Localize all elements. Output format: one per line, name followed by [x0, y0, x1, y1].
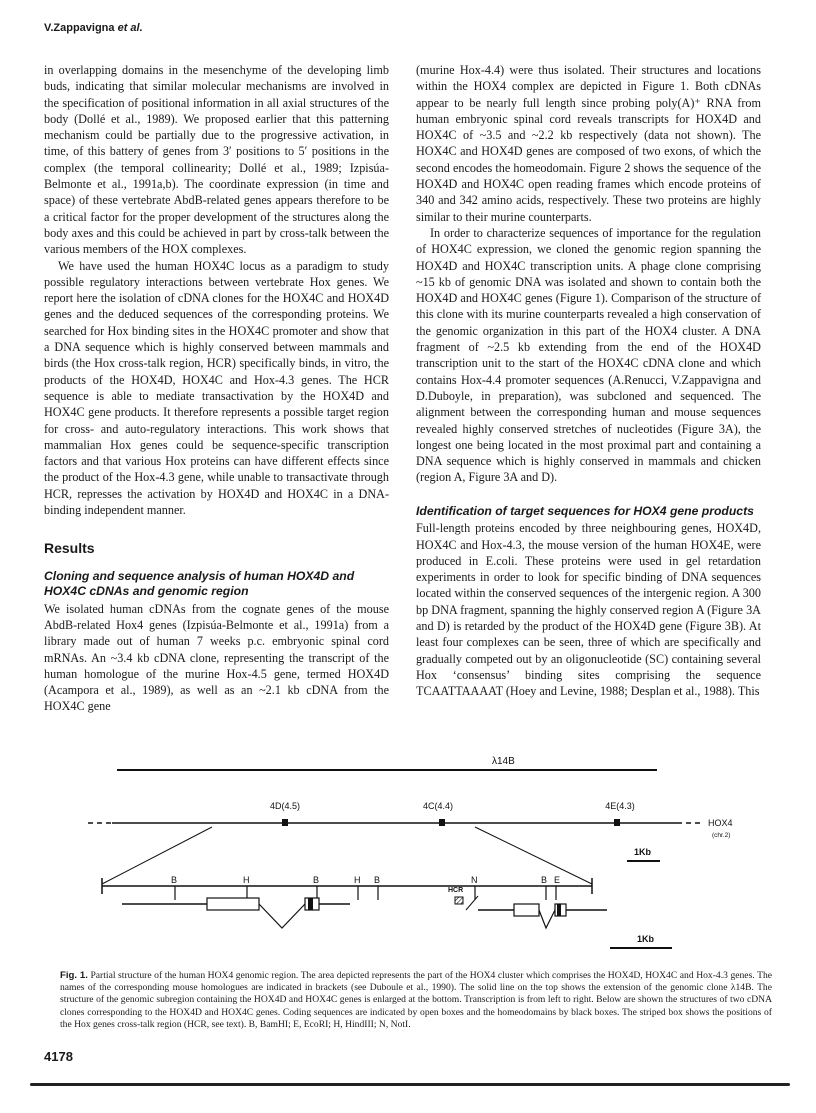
- site-label-e: E: [554, 875, 561, 885]
- scale-label-top: 1Kb: [634, 847, 652, 857]
- figure-1: [82, 756, 792, 966]
- site-label-h2: H: [354, 875, 361, 885]
- gene-marker-4c: [439, 819, 445, 826]
- running-head-etal: et al.: [117, 22, 143, 34]
- gene-label-4e: 4E(4.3): [605, 801, 635, 811]
- running-head-author: V.Zappavigna: [44, 22, 115, 34]
- hox4c-intron: [539, 910, 555, 928]
- gene-label-4c: 4C(4.4): [422, 801, 454, 811]
- hox4d-homeodomain: [308, 898, 313, 910]
- hox4d-intron: [259, 904, 305, 928]
- site-label-h1: H: [243, 875, 250, 885]
- page-number: 4178: [44, 1049, 73, 1064]
- hox4d-exon1-box: [207, 898, 259, 910]
- cluster-label: HOX4: [708, 818, 733, 828]
- site-label-n: N: [471, 875, 478, 885]
- site-label-b3: B: [374, 875, 381, 885]
- right-paragraph-2: In order to characterize sequences of importance for the regulation of HOX4C expression, we cloned the genomic region spanning the HOX4D and HOX4C transcription units. A phage clone comprising ~15 kb of genomic DNA was isolated and shown to contain both the HOX4D and HOX4C genes (Figure 1). Comparison of the structure of this clone with its murine counterparts revealed a high conservation of the genomic organization in this part of the HOX4 cluster. A DNA fragment of ~2.5 kb extending from the end of the HOX4D transcription unit to the start of the HOX4C cDNA clone and which contains Hox-4.4 promoter sequences (A.Renucci, V.Zappavigna and D.Duboyle, in preparation), was subcloned and sequenced. The alignment between the corresponding human and mouse sequences revealed highly conserved stretches of nucleotides (Figure 3A), the longest one being located in the most proximal part and containing a DNA sequence which is highly conserved in mammals and chicken (region A, Figure 3A and D).: [416, 225, 761, 485]
- figure-caption: [60, 970, 772, 1031]
- right-paragraph-3: Full-length proteins encoded by three neighbouring genes, HOX4D, HOX4C and Hox-4.3, the mouse version of the human HOX4E, were produced in E.coli. These proteins were used in gel retardation experiments in order to look for specific binding of DNA sequences located within the conserved sequences of the intergenic region. A 300 bp DNA fragment, spanning the highly conserved region A (Figure 3A and D) is retarded by the product of the HOX4D gene (Figure 3B). At least four complexes can be seen, three of which are specifically and gradually competed out by an oligonucleotide (SC) containing several Hox ‘consensus’ binding sites comprising the sequence TCAATTAAAAT (Hoey and Levine, 1988; Desplan et al., 1988). This: [416, 521, 761, 699]
- lambda-clone-label: λ14B: [492, 756, 515, 767]
- hox4-genomic-map: [82, 756, 792, 966]
- hcr-label: HCR: [448, 887, 464, 894]
- caption-text: Partial structure of the human HOX4 genomic region. The area depicted represents the part of the HOX4 cluster which comprises the HOX4D, HOX4C and Hox-4.3 genes. The names of the corresponding mouse homologues are indicated in brackets (see Duboule et al., 1990). The solid line on the top shows the extension of the genomic clone λ14B. The structure of the genomic subregion containing the HOX4D and HOX4C genes is enlarged at the bottom. Transcription is from left to right. Below are shown the structures of two cDNA clones corresponding to the HOX4D and HOX4C genes. Coding sequences are indicated by open boxes and the homeodomains by black boxes. The striped box shows the positions of the Hox genes cross-talk region (HCR, see text). B, BamHI; E, EcoRI; H, HindIII; N, NotI.: [60, 970, 773, 1030]
- caption-label: Fig. 1.: [60, 970, 88, 981]
- site-label-b1: B: [171, 875, 178, 885]
- left-column: [44, 62, 389, 715]
- scan-edge-rule: [30, 1083, 790, 1086]
- target-sequences-subheading: Identification of target sequences for HOX4 gene products: [416, 503, 754, 518]
- right-paragraph-1: (murine Hox-4.4) were thus isolated. Their structures and locations within the HOX4 complex are depicted in Figure 1. Both cDNAs appear to be nearly full length since probing poly(A)⁺ RNA from human embryonic spinal cord reveals transcripts for HOX4D and HOX4C of ~3.5 and ~2.2 kb respectively (data not shown). The HOX4C and HOX4D genes are composed of two exons, of which the second encodes the homeodomain. Figure 2 shows the sequence of the HOX4D and HOX4C open reading frames which encode proteins of 340 and 342 amino acids, respectively. These two proteins are highly similar to their murine counterparts.: [416, 63, 761, 224]
- running-head: [44, 22, 143, 34]
- right-column: [416, 62, 761, 699]
- hcr-box: [455, 897, 463, 904]
- hox4c-start-marker: [466, 896, 478, 910]
- gene-marker-4d: [282, 819, 288, 826]
- expansion-line-right: [475, 827, 592, 884]
- gene-marker-4e: [614, 819, 620, 826]
- left-paragraph-2: We have used the human HOX4C locus as a paradigm to study possible regulatory interactions between vertebrate Hox genes. We report here the isolation of cDNA clones for the HOX4C and HOX4D genes and the deduced sequences of the corresponding proteins. We searched for Hox binding sites in the HOX4C promoter and show that a DNA sequence which is highly conserved between mammals and birds (the Hox cross-talk region, HCR) specifically binds, in vitro, the products of the HOX4D, HOX4C and Hox-4.3 genes. The HCR sequence is able to mediate transactivation by the HOX4D and HOX4C gene products. It therefore represents a possible target region for cross- and auto-regulatory interactions. This work shows that mammalian Hox genes could be sequence-specific transcription factors and that various Hox proteins can have different effects since the product of the Hox-4.3 gene, while unable to transactivate through HCR, represses the activation by HOX4D and HOX4C in a DNA-binding independent manner.: [44, 258, 389, 518]
- left-paragraph-1: in overlapping domains in the mesenchyme of the developing limb buds, indicating that similar molecular mechanisms are involved in the specification of positional information in all axial structures of the body (Dollé et al., 1989). We proposed earlier that this patterning mechanism could be partially due to the progressive activation, in time, of this battery of genes from 3′ positions to 5′ positions in the complex (the temporal collinearity; Dollé et al., 1989; Izpisúa-Belmonte et al., 1991a,b). The coordinate expression (in time and space) of these vertebrate AbdB-related genes appears therefore to be a critical factor for the proper development of the structures along the body axes and this could be achieved in part by cross-talk between the various members of the HOX complexes.: [44, 63, 389, 257]
- hox4c-exon1-box: [514, 904, 539, 916]
- hox4c-homeodomain: [557, 904, 561, 916]
- scale-label-bottom: 1Kb: [637, 934, 655, 944]
- chromosome-label: (chr.2): [712, 832, 731, 839]
- results-heading: Results: [44, 540, 95, 557]
- site-label-b2: B: [313, 875, 320, 885]
- cloning-subheading: Cloning and sequence analysis of human HOX4D and HOX4C cDNAs and genomic region: [44, 568, 355, 599]
- left-paragraph-3: We isolated human cDNAs from the cognate genes of the mouse AbdB-related Hox4 genes (Izpisúa-Belmonte et al., 1991a) from a library made out of human 7 weeks p.c. embryonic spinal cord mRNAs. An ~3.4 kb cDNA clone, representing the transcript of the human homologue of the murine Hox-4.5 gene, termed HOX4D (Acampora et al., 1989), as well as an ~2.1 kb cDNA from the HOX4C gene: [44, 601, 389, 714]
- gene-label-4d: 4D(4.5): [269, 801, 301, 811]
- site-label-b4: B: [541, 875, 548, 885]
- expansion-line-left: [102, 827, 212, 884]
